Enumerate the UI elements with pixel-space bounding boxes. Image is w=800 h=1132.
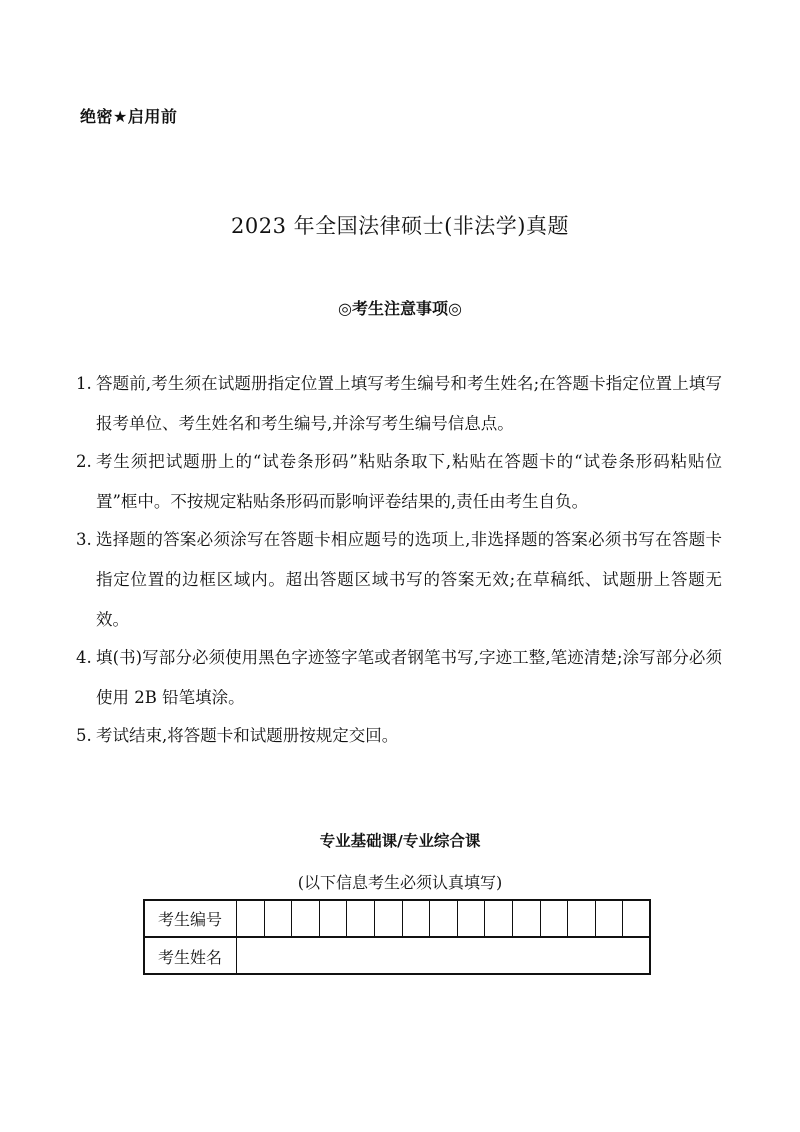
notice-item-number: 2. — [76, 452, 92, 471]
id-digit-box[interactable] — [623, 900, 651, 938]
candidate-info-table — [143, 899, 651, 975]
id-digit-box[interactable] — [264, 900, 292, 938]
subject-label: 专业基础课/专业综合课 — [319, 832, 481, 850]
id-digit-box[interactable] — [540, 900, 568, 938]
id-digit-box[interactable] — [237, 900, 265, 938]
id-digit-box[interactable] — [347, 900, 375, 938]
id-digit-box[interactable] — [430, 900, 458, 938]
id-digit-box[interactable] — [402, 900, 430, 938]
id-digit-box[interactable] — [512, 900, 540, 938]
candidate-id-label: 考生编号 — [144, 900, 237, 938]
id-digit-box[interactable] — [292, 900, 320, 938]
notice-item-number: 3. — [76, 530, 92, 549]
notice-item — [76, 442, 722, 522]
id-digit-box[interactable] — [457, 900, 485, 938]
notice-item-text: 考生须把试题册上的“试卷条形码”粘贴条取下,粘贴在答题卡的“试卷条形码粘贴位置”框中。不按规定粘贴条形码而影响评卷结果的,责任由考生自负。 — [96, 452, 722, 511]
page-title: 2023 年全国法律硕士(非法学)真题 — [230, 214, 569, 238]
classification-label: 绝密★启用前 — [80, 107, 178, 126]
notice-item-text: 考试结束,将答题卡和试题册按规定交回。 — [96, 726, 399, 745]
notice-heading: ◎考生注意事项◎ — [338, 299, 462, 318]
notice-item-number: 5. — [76, 726, 92, 745]
candidate-name-field[interactable] — [237, 937, 651, 975]
candidate-name-row — [144, 937, 651, 975]
candidate-name-label: 考生姓名 — [144, 937, 237, 975]
candidate-id-row — [144, 900, 651, 938]
notice-item-number: 4. — [76, 648, 92, 667]
notice-item-text: 答题前,考生须在试题册指定位置上填写考生编号和考生姓名;在答题卡指定位置上填写报考单位、考生姓名和考生编号,并涂写考生编号信息点。 — [96, 374, 722, 433]
notice-list — [76, 364, 722, 754]
id-digit-box[interactable] — [374, 900, 402, 938]
notice-item — [76, 520, 722, 640]
id-digit-box[interactable] — [568, 900, 596, 938]
id-digit-box[interactable] — [485, 900, 513, 938]
id-digit-box[interactable] — [319, 900, 347, 938]
notice-item — [76, 638, 722, 718]
notice-item — [76, 716, 722, 756]
fill-instruction: (以下信息考生必须认真填写) — [297, 873, 503, 892]
notice-item — [76, 364, 722, 444]
notice-item-text: 填(书)写部分必须使用黑色字迹签字笔或者钢笔书写,字迹工整,笔迹清楚;涂写部分必须使用 2B 铅笔填涂。 — [96, 648, 722, 707]
notice-item-number: 1. — [76, 374, 92, 393]
id-digit-box[interactable] — [595, 900, 623, 938]
notice-item-text: 选择题的答案必须涂写在答题卡相应题号的选项上,非选择题的答案必须书写在答题卡指定位置的边框区域内。超出答题区域书写的答案无效;在草稿纸、试题册上答题无效。 — [96, 530, 722, 629]
